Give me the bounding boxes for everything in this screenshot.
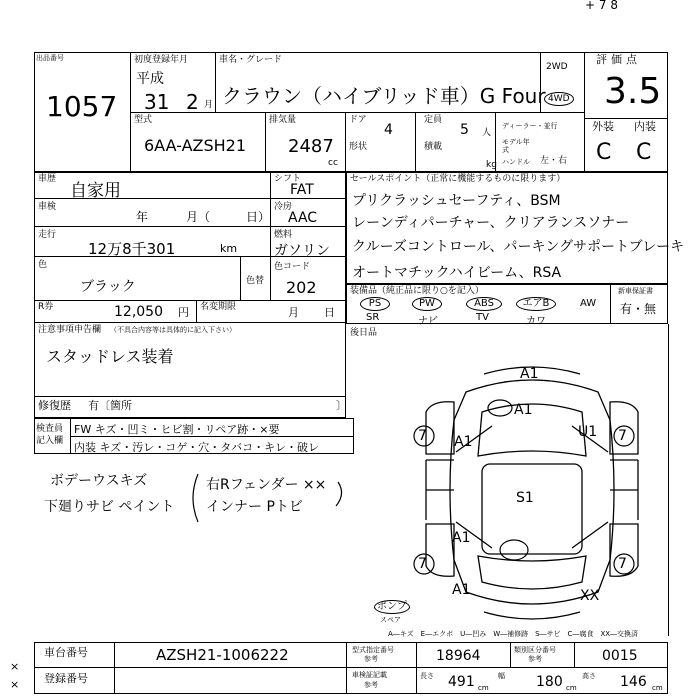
eval-score: 3.5 [604, 71, 662, 112]
first-reg-month-unit: 月 [204, 100, 214, 110]
category-label-1: 類別区分番号 [514, 646, 556, 654]
nameplate-day: 日 [324, 306, 335, 319]
inspector-label-2: 記入欄 [36, 436, 64, 446]
spare-label: スペア [380, 616, 401, 624]
dims-label-2: 参考 [364, 681, 378, 689]
doors-value: 4 [384, 122, 393, 138]
notes-value: スタッドレス装着 [46, 347, 174, 366]
length-unit: cm [478, 684, 489, 692]
repair-value: 有〔箇所 [88, 399, 132, 412]
inspection-label: 車検 [38, 202, 57, 212]
doors-label: ドア [349, 115, 367, 125]
mark-wheel-rf: 7 [618, 428, 627, 444]
eval-label: 評価点 [596, 53, 641, 66]
length-value: 491 [448, 674, 475, 690]
comment-bracket [186, 470, 346, 530]
color-code-value: 202 [286, 278, 317, 297]
drive-4wd: 4WD [544, 92, 574, 106]
pump-label: ポンプ [374, 600, 410, 614]
sales-point-2: レーンディパーチャー、クリアランスソナー [352, 215, 630, 231]
exterior-label: 外装 [592, 120, 614, 133]
displacement-label: 排気量 [269, 115, 297, 125]
history-value: 自家用 [70, 181, 121, 201]
mark-rear-right: XX [580, 588, 600, 604]
capacity-label: 定員 [424, 115, 443, 125]
first-reg-era: 平成 [136, 71, 164, 87]
car-name: クラウン（ハイブリッド車）G Four [222, 84, 546, 108]
first-reg-label: 初度登録年月 [134, 55, 189, 65]
equip-leather: カワ [526, 316, 546, 327]
later-label: 後日品 [350, 328, 378, 338]
recycle-label: R券 [38, 302, 54, 312]
inspector-label-1: 検査員 [36, 424, 64, 434]
exterior-grade: C [596, 140, 612, 165]
repair-end: 〕 [336, 399, 347, 412]
capacity-unit: 人 [482, 128, 492, 138]
sales-point-1: プリクラッシュセーフティ、BSM [352, 193, 561, 209]
equip-navi: ナビ [418, 316, 438, 327]
model-label: 型式 [134, 115, 153, 125]
sales-points-label: セールスポイント（正常に機能するものに限ります） [350, 174, 566, 184]
nameplate-month: 月 [288, 306, 299, 319]
mileage-value: 12万8千301 [88, 240, 176, 258]
mark-left-rear-door: A1 [452, 530, 471, 546]
category-label-2: 参考 [528, 655, 542, 663]
type-spec-label-1: 型式指定番号 [352, 646, 394, 654]
mark-wheel-lf: 7 [418, 428, 427, 444]
fuel-label: 燃料 [274, 230, 293, 240]
inspection-year: 年 [136, 210, 149, 224]
lot-label: 出品番号 [36, 54, 64, 62]
equip-abs: ABS [466, 297, 502, 311]
comment-left-1: ボデーウスキズ [50, 473, 148, 489]
comment-right-1: 右Rフェンダー ×× [206, 477, 327, 493]
width-label: 幅 [498, 672, 505, 680]
recycle-unit: 円 [178, 306, 189, 319]
capacity-value: 5 [460, 122, 469, 138]
comment-left-2: 下廻りサビ ペイント [44, 499, 175, 515]
fuel-value: ガソリン [274, 243, 330, 259]
manual-label: 新車保証書 [618, 287, 653, 295]
dims-label-1: 車検証記載 [352, 671, 387, 679]
equip-tv: TV [476, 312, 489, 323]
mark-hood: A1 [514, 402, 533, 418]
equip-pw: PW [412, 297, 442, 311]
equip-aw: AW [580, 298, 597, 309]
shape-label: 形状 [349, 142, 368, 152]
handle-value: 左・右 [540, 156, 568, 166]
height-unit: cm [652, 684, 663, 692]
height-label: 高さ [582, 672, 596, 680]
mileage-unit: km [220, 242, 238, 255]
sales-point-3: クルーズコントロール、パーキングサポートブレーキ [352, 239, 685, 255]
inspector-row-2: 内装 キズ・汚レ・コゲ・穴・タバコ・キレ・破レ [74, 441, 320, 454]
width-unit: cm [566, 684, 577, 692]
load-label: 積載 [424, 142, 443, 152]
comment-right-2: インナー Pトビ [206, 499, 303, 515]
handle-label: ハンドル [502, 158, 530, 166]
length-label: 長さ [420, 672, 434, 680]
shift-value: FAT [290, 182, 314, 198]
type-spec-label-2: 参考 [364, 655, 378, 663]
equip-ps: PS [360, 297, 390, 311]
ac-label: 冷房 [274, 202, 293, 212]
dealer-label: ディーラー・並行 [502, 122, 558, 130]
mark-left-front-fender: A1 [454, 434, 473, 450]
interior-grade: C [636, 140, 652, 165]
color-code-label: 色コード [274, 262, 311, 272]
equip-airbag: エアB [516, 297, 556, 311]
displacement-value: 2487 [288, 136, 334, 157]
model-year-label: モデル年式 [502, 138, 530, 154]
displacement-unit: cc [328, 158, 338, 168]
mark-left-rear-fender: A1 [452, 582, 471, 598]
inspection-month: 月（ [186, 210, 211, 224]
lot-number: 1057 [46, 90, 118, 123]
inspection-day: 日） [246, 210, 271, 224]
equip-sr: SR [366, 312, 380, 323]
car-name-label: 車名・グレード [219, 55, 283, 65]
repair-label: 修復歴 [38, 399, 71, 412]
manual-value: 有・無 [620, 302, 657, 316]
color-change-label: 色替 [246, 276, 265, 286]
notes-label: 注意事項申告欄 [38, 325, 102, 335]
category-value: 0015 [602, 648, 638, 664]
top-scribble: + 7 8 [585, 0, 618, 12]
type-spec-value: 18964 [436, 648, 481, 664]
load-unit: kg [486, 160, 497, 170]
chassis-value: AZSH21-1006222 [156, 646, 289, 664]
recycle-value: 12,050 [114, 304, 163, 320]
drive-2wd: 2WD [546, 62, 568, 72]
height-value: 146 [620, 674, 647, 690]
interior-label: 内装 [634, 120, 656, 133]
first-reg-year: 31 [144, 90, 170, 114]
notes-sub: （不具合内容等は具体的に記入下さい） [110, 326, 236, 334]
inspector-row-1: FW キズ・凹ミ・ヒビ割・リペア跡・×要 [74, 423, 280, 436]
equipment-label: 装備品（純正品に限り○を記入） [350, 286, 484, 296]
chassis-label: 車台番号 [44, 646, 88, 659]
color-label: 色 [38, 260, 48, 270]
sales-point-4: オートマチックハイビーム、RSA [352, 265, 562, 281]
mark-wheel-lr: 7 [418, 556, 427, 572]
ac-value: AAC [288, 210, 318, 226]
damage-legend: A―キズ E―エクボ U―凹み W―補修跡 S―サビ C―腐食 XX―交換済 [388, 630, 639, 638]
mark-right-front-fender: U1 [578, 424, 598, 440]
mark-wheel-rr: 7 [618, 556, 627, 572]
history-label: 車歴 [38, 174, 57, 184]
mark-front-bumper: A1 [520, 366, 539, 382]
color-value: ブラック [80, 279, 136, 295]
mileage-label: 走行 [38, 230, 57, 240]
mark-roof: S1 [516, 490, 534, 506]
first-reg-month: 2 [186, 90, 199, 114]
model-value: 6AA-AZSH21 [144, 136, 247, 155]
registration-label: 登録番号 [44, 672, 88, 685]
shift-label: シフト [274, 174, 302, 184]
nameplate-label: 名変期限 [200, 302, 237, 312]
width-value: 180 [536, 674, 563, 690]
